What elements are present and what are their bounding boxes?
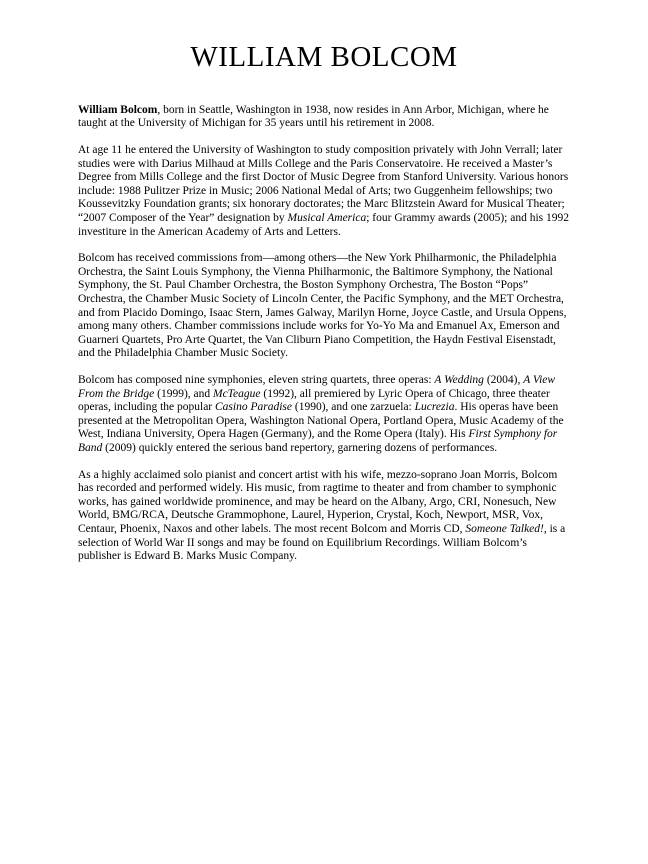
text-run: (1999), and (154, 387, 213, 400)
text-run: (2009) quickly entered the serious band repertory, garnering dozens of performances. (102, 441, 498, 454)
text-run: (1992), all premiered by Lyric Opera of Chicago, three theater operas, including the popular (78, 387, 550, 414)
paragraph (78, 104, 570, 131)
text-run: A View From the Bridge (78, 373, 556, 400)
text-run: (2004), (483, 373, 524, 386)
text-run: Bolcom has received commissions from—among others—the New York Philharmonic, the Philadelphia Orchestra, the Saint Louis Symphony, the Vienna Philharmonic, the Baltimore Symphony, the National Symphony, the St. Paul Chamber Orchestra, the Boston Symphony Orchestra, The Boston “Pops” Orchestra, the Chamber Music Society of Lincoln Center, the Pacific Symphony, and the MET Orchestra, and from Placido Domingo, Isaac Stern, James Galway, Marilyn Horne, Joyce Castle, and Ursula Oppens, among many others. Chamber commissions include works for Yo-Yo Ma and Emanuel Ax, Emerson and Guarneri Quartets, Pro Arte Quartet, the Van Cliburn Piano Competition, the Haydn Festival Eisenstadt, and the Philadelphia Chamber Music Society. (78, 252, 567, 360)
text-run: Bolcom has composed nine symphonies, eleven string quartets, three operas: (78, 373, 435, 386)
text-run: As a highly acclaimed solo pianist and concert artist with his wife, mezzo-soprano Joan Morris, Bolcom has recorded and performed widely. His music, from ragtime to theater and from chamber to symphonic works, has gained worldwide prominence, and may be heard on the Albany, Argo, CRI, Nonesuch, New World, BMG/RCA, Deutsche Grammophone, Laurel, Hyperion, Crystal, Koch, Newport, MSR, Vox, Centaur, Phoenix, Naxos and other labels. The most recent Bolcom and Morris CD, (78, 468, 558, 535)
text-run: Someone Talked! (465, 522, 544, 535)
text-run: William Bolcom (78, 103, 158, 116)
text-run: ; four Grammy awards (2005); and his 1992 investiture in the American Academy of Arts and Letters. (78, 212, 570, 238)
text-run: , born in Seattle, Washington in 1938, now resides in Ann Arbor, Michigan, where he taught at the University of Michigan for 35 years until his retirement in 2008. (78, 103, 549, 130)
text-run: Musical America (287, 212, 367, 225)
text-run: (1990), and one zarzuela: (292, 401, 415, 414)
text-run: Casino Paradise (215, 401, 293, 414)
document-title: WILLIAM BOLCOM (190, 41, 458, 73)
text-run: Lucrezia (414, 401, 455, 414)
paragraph (78, 374, 570, 456)
paragraph (78, 144, 570, 239)
text-run: A Wedding (434, 373, 484, 386)
text-run: McTeague (213, 387, 261, 400)
paragraph (78, 469, 570, 564)
text-run: First Symphony for Band (78, 428, 558, 454)
text-run: , is a selection of World War II songs and may be found on Equilibrium Recordings. William Bolcom’s publisher is Edward B. Marks Music Company. (78, 522, 566, 563)
biography-text (78, 104, 570, 564)
text-run: . His operas have been presented at the Metropolitan Opera, Washington National Opera, Portland Opera, Music Academy of the West, Indiana University, Opera Hagen (Germany), and the Rome Opera (Italy). His (78, 401, 564, 441)
paragraph (78, 252, 570, 361)
text-run: At age 11 he entered the University of Washington to study composition privately with John Verrall; later studies were with Darius Milhaud at Mills College and the Paris Conservatoire. He received a Master’s Degree from Mills College and the first Doctor of Music Degree from Stanford University. Various honors include: 1988 Pulitzer Prize in Music; 2006 National Medal of Arts; two Guggenheim fellowships; two Koussevitzky Foundation grants; six honorary doctorates; the Marc Blitzstein Award for Musical Theater; “2007 Composer of the Year” designation by (78, 144, 569, 225)
